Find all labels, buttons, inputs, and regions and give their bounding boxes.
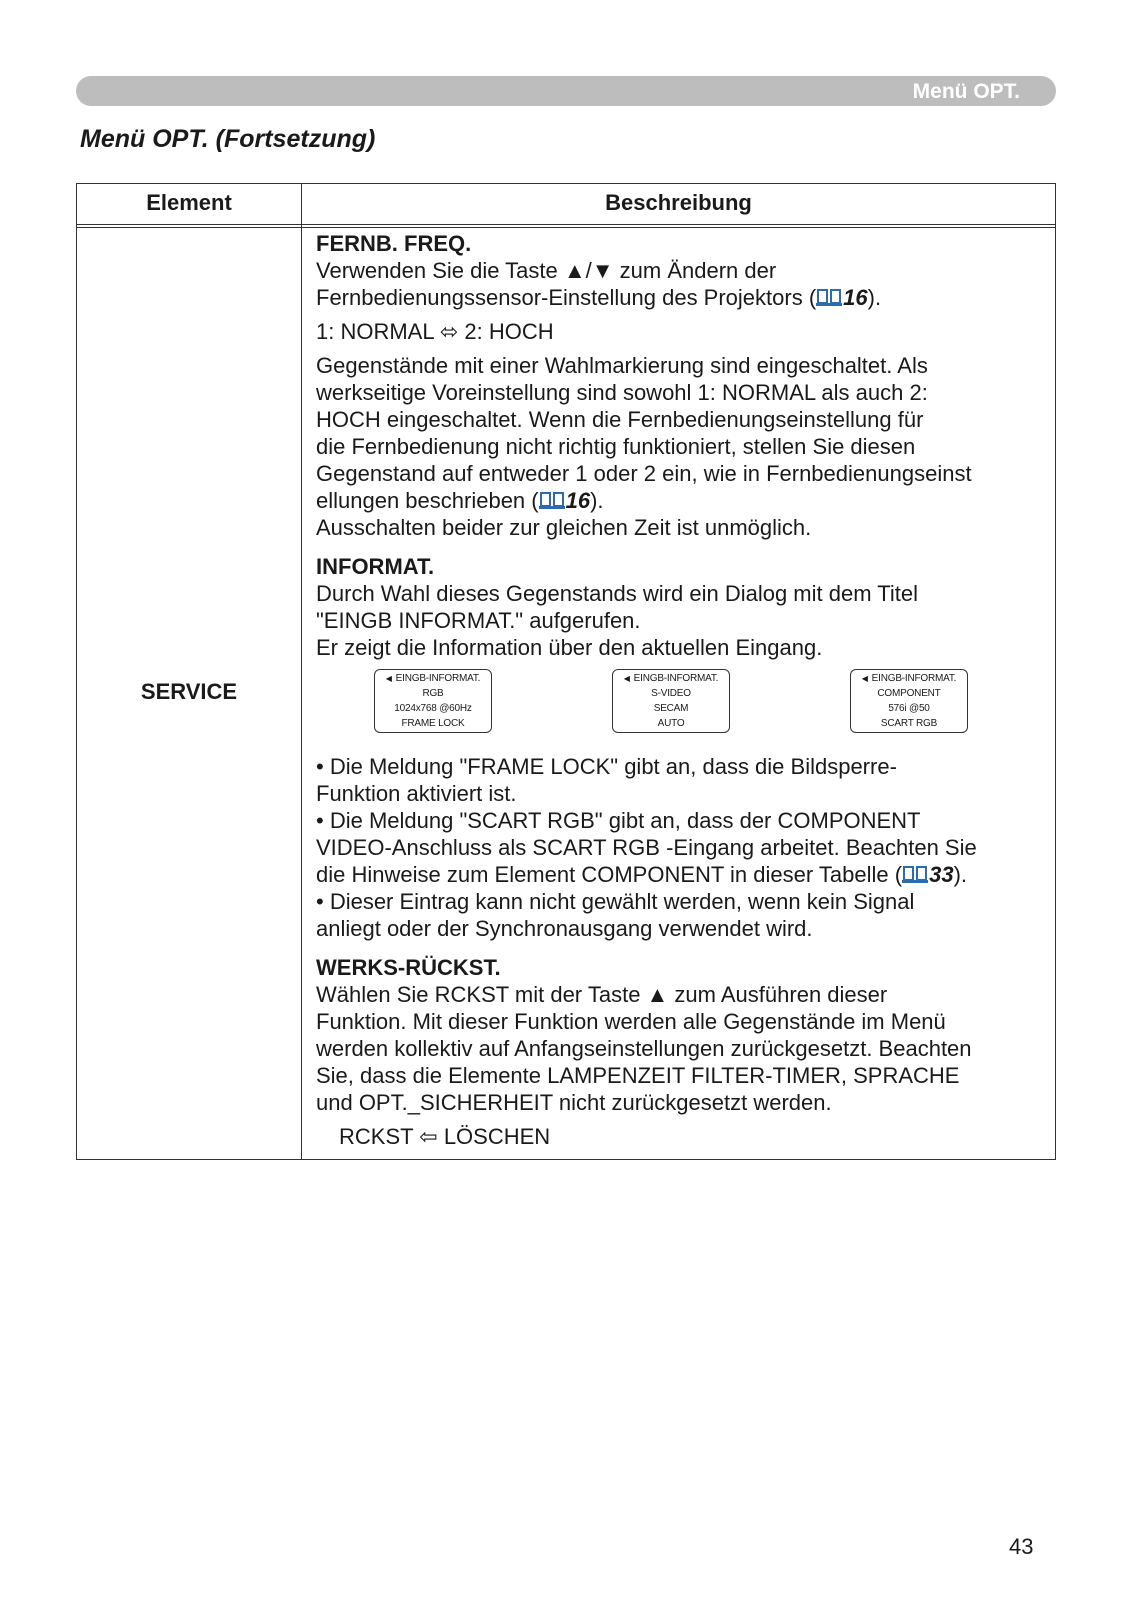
text-line: • Die Meldung "FRAME LOCK" gibt an, dass die Bildsperre- <box>316 754 897 779</box>
text-line: • Die Meldung "SCART RGB" gibt an, dass der COMPONENT <box>316 808 921 833</box>
dialog-examples <box>316 669 1048 749</box>
text-line: VIDEO-Anschluss als SCART RGB -Eingang arbeitet. Beachten Sie <box>316 835 977 860</box>
options-line: RCKST ⇦ LÖSCHEN <box>339 1124 551 1149</box>
header-bar <box>76 76 1056 106</box>
page-ref: 16 <box>539 488 590 513</box>
text-line: Funktion. Mit dieser Funktion werden alle Gegenstände im Menü <box>316 1009 946 1034</box>
menu-table <box>76 183 1056 1160</box>
text-line: Er zeigt die Information über den aktuellen Eingang. <box>316 635 823 660</box>
text-line: werden kollektiv auf Anfangseinstellungen zurückgesetzt. Beachten <box>316 1036 972 1061</box>
page-number: 43 <box>1009 1534 1034 1559</box>
book-icon <box>816 287 842 307</box>
book-icon <box>539 490 565 510</box>
text-line: Sie, dass die Elemente LAMPENZEIT FILTER-TIMER, SPRACHE <box>316 1063 960 1088</box>
text-line: Funktion aktiviert ist. <box>316 781 517 806</box>
section-title-fernb: FERNB. FREQ. <box>316 231 472 256</box>
text-line: die Hinweise zum Element COMPONENT in dieser Tabelle ( 33). <box>316 862 968 887</box>
text-line: HOCH eingeschaltet. Wenn die Fernbedienungseinstellung für <box>316 407 924 432</box>
triangle-left-icon: ◀ <box>623 674 630 683</box>
section-title-informat: INFORMAT. <box>316 554 435 579</box>
text-line: Wählen Sie RCKST mit der Taste ▲ zum Ausführen dieser <box>316 982 888 1007</box>
book-icon <box>902 864 928 884</box>
text-line: werkseitige Voreinstellung sind sowohl 1: NORMAL als auch 2: <box>316 380 928 405</box>
options-line: 1: NORMAL ⬄ 2: HOCH <box>316 319 554 344</box>
description-cell <box>316 230 1048 1150</box>
text-line: Gegenstand auf entweder 1 oder 2 ein, wie in Fernbedienungseinst <box>316 461 972 486</box>
dialog-component: ◀ EINGB-INFORMAT. COMPONENT 576i @50 SCART RGB <box>850 669 968 733</box>
text-line: Durch Wahl dieses Gegenstands wird ein Dialog mit dem Titel <box>316 581 919 606</box>
text-line: und OPT._SICHERHEIT nicht zurückgesetzt werden. <box>316 1090 832 1115</box>
dialog-rgb: ◀ EINGB-INFORMAT. RGB 1024x768 @60Hz FRAME LOCK <box>374 669 492 733</box>
text-line: Gegenstände mit einer Wahlmarkierung sind eingeschaltet. Als <box>316 353 928 378</box>
triangle-left-icon: ◀ <box>861 674 868 683</box>
text-line: • Dieser Eintrag kann nicht gewählt werden, wenn kein Signal <box>316 889 915 914</box>
text-line: die Fernbedienung nicht richtig funktioniert, stellen Sie diesen <box>316 434 916 459</box>
text-line: Fernbedienungssensor-Einstellung des Projektors ( 16). <box>316 285 882 310</box>
triangle-left-icon: ◀ <box>385 674 392 683</box>
header-description: Beschreibung <box>605 190 752 215</box>
header-label: Menü OPT. <box>912 80 1020 103</box>
text-line: anliegt oder der Synchronausgang verwendet wird. <box>316 916 813 941</box>
text-line: ellungen beschrieben ( 16). <box>316 488 604 513</box>
page-title: Menü OPT. (Fortsetzung) <box>80 125 376 153</box>
table-header-row <box>77 184 1055 228</box>
text-line: "EINGB INFORMAT." aufgerufen. <box>316 608 641 633</box>
text-line: Verwenden Sie die Taste ▲/▼ zum Ändern der <box>316 258 777 283</box>
dialog-svideo: ◀ EINGB-INFORMAT. S-VIDEO SECAM AUTO <box>612 669 730 733</box>
row-label-service: SERVICE <box>140 679 238 704</box>
header-element: Element <box>146 190 232 215</box>
page-ref: 33 <box>902 862 953 887</box>
section-title-werks: WERKS-RÜCKST. <box>316 955 501 980</box>
text-line: Ausschalten beider zur gleichen Zeit ist unmöglich. <box>316 515 812 540</box>
column-divider <box>301 184 302 1159</box>
page-ref: 16 <box>816 285 867 310</box>
